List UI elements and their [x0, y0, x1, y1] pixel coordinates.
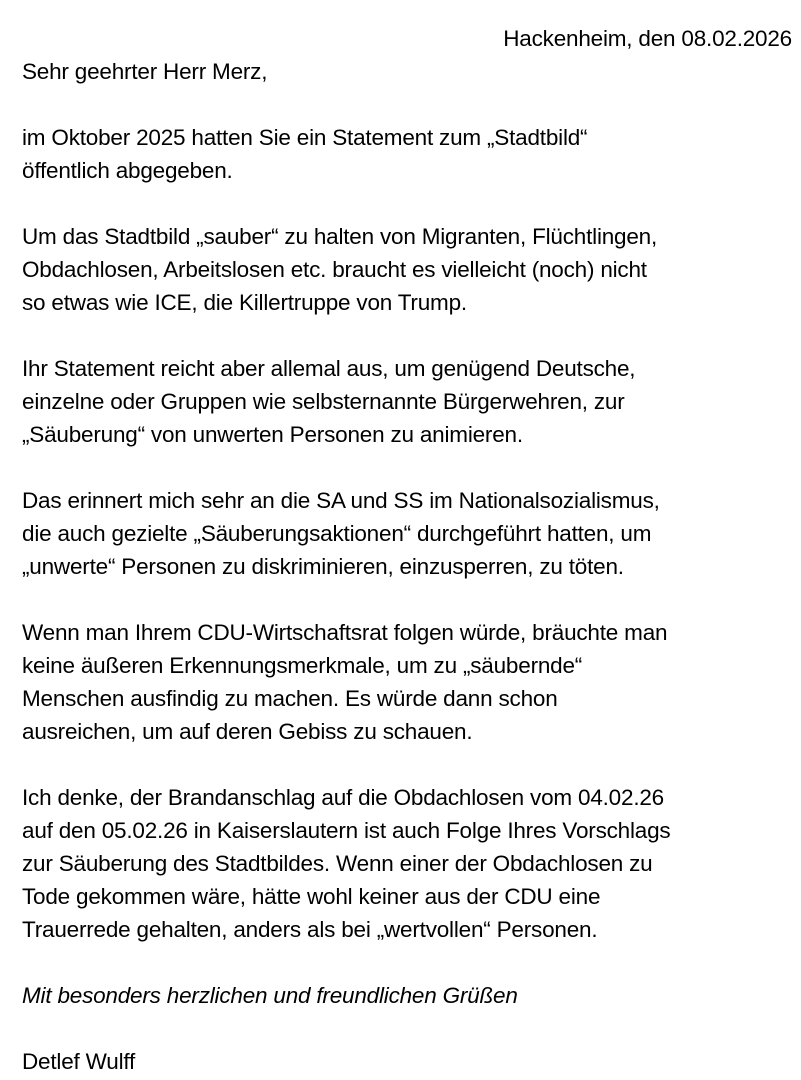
- paragraph-line: Obdachlosen, Arbeitslosen etc. braucht es vielleicht (noch) nicht: [22, 257, 647, 282]
- paragraph-line: „unwerte“ Personen zu diskriminieren, einzusperren, zu töten.: [22, 554, 624, 579]
- paragraph-line: ausreichen, um auf deren Gebiss zu schauen.: [22, 719, 473, 744]
- paragraph-3: [22, 352, 792, 451]
- paragraph-2: [22, 220, 792, 319]
- paragraph-line: Ihr Statement reicht aber allemal aus, um genügend Deutsche,: [22, 356, 636, 381]
- paragraph-line: Tode gekommen wäre, hätte wohl keiner aus der CDU eine: [22, 884, 601, 909]
- paragraph-line: im Oktober 2025 hatten Sie ein Statement zum „Stadtbild“: [22, 125, 588, 150]
- paragraph-4: [22, 484, 792, 583]
- salutation: Sehr geehrter Herr Merz,: [22, 59, 268, 84]
- signature-name: Detlef Wulff: [22, 1049, 136, 1074]
- paragraph-line: auf den 05.02.26 in Kaiserslautern ist auch Folge Ihres Vorschlags: [22, 818, 671, 843]
- paragraph-line: Um das Stadtbild „sauber“ zu halten von Migranten, Flüchtlingen,: [22, 224, 658, 249]
- paragraph-line: einzelne oder Gruppen wie selbsternannte Bürgerwehren, zur: [22, 389, 625, 414]
- paragraph-1: [22, 121, 792, 187]
- letter: [22, 22, 792, 1078]
- paragraph-line: keine äußeren Erkennungsmerkmale, um zu „säubernde“: [22, 653, 583, 678]
- paragraph-line: so etwas wie ICE, die Killertruppe von Trump.: [22, 290, 467, 315]
- date-line: Hackenheim, den 08.02.2026: [503, 26, 792, 51]
- paragraph-line: die auch gezielte „Säuberungsaktionen“ durchgeführt hatten, um: [22, 521, 652, 546]
- paragraph-line: Ich denke, der Brandanschlag auf die Obdachlosen vom 04.02.26: [22, 785, 664, 810]
- closing-line: Mit besonders herzlichen und freundlichen Grüßen: [22, 983, 518, 1008]
- paragraph-line: Menschen ausfindig zu machen. Es würde dann schon: [22, 686, 558, 711]
- paragraph-line: zur Säuberung des Stadtbildes. Wenn einer der Obdachlosen zu: [22, 851, 653, 876]
- paragraph-line: Trauerrede gehalten, anders als bei „wertvollen“ Personen.: [22, 917, 598, 942]
- paragraph-6: [22, 781, 792, 946]
- paragraph-5: [22, 616, 792, 748]
- paragraph-line: „Säuberung“ von unwerten Personen zu animieren.: [22, 422, 523, 447]
- paragraph-line: Wenn man Ihrem CDU-Wirtschaftsrat folgen würde, bräuchte man: [22, 620, 668, 645]
- paragraph-line: Das erinnert mich sehr an die SA und SS im Nationalsozialismus,: [22, 488, 660, 513]
- paragraph-line: öffentlich abgegeben.: [22, 158, 233, 183]
